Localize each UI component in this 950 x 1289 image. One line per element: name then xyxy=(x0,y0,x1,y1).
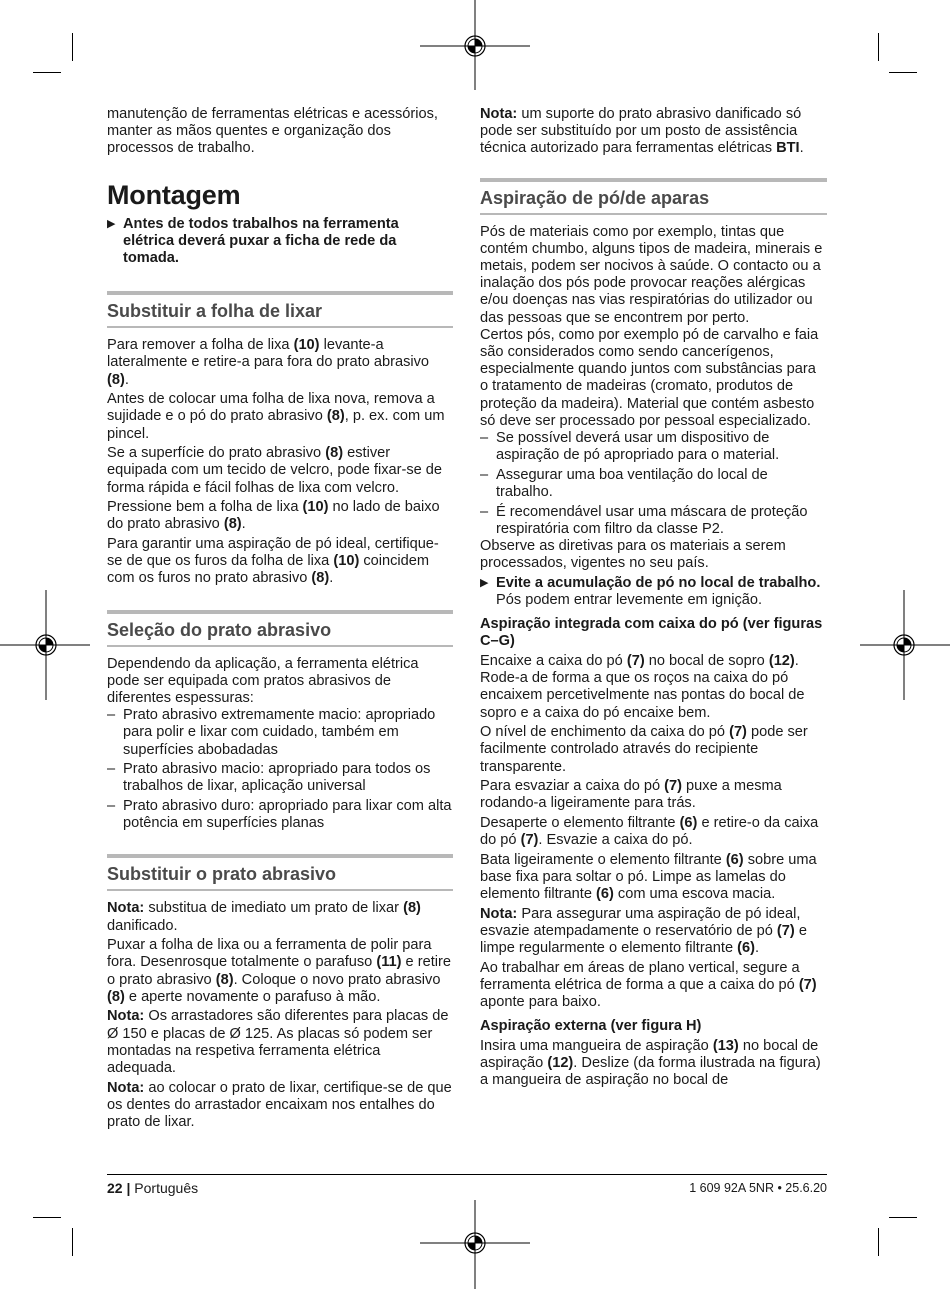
section-header xyxy=(107,291,453,328)
page-number: 22 xyxy=(107,1180,123,1196)
crop-mark xyxy=(72,33,73,61)
paragraph: Desaperte o elemento filtrante (6) e retire-o da caixa do pó (7). Esvazie a caixa do pó. xyxy=(480,815,819,849)
paragraph: O nível de enchimento da caixa do pó (7) pode ser facilmente controlado através do recipiente transparente. xyxy=(480,724,808,775)
paragraph: Para garantir uma aspiração de pó ideal, certifique-se de que os furos da folha de lixa (10) coincidem com os furos no prato abrasivo (8). xyxy=(107,536,439,587)
bullet-icon: ▶ xyxy=(107,217,116,230)
list-item: – É recomendável usar uma máscara de proteção respiratória com filtro da classe P2. xyxy=(480,503,808,537)
list-item: – Se possível deverá usar um dispositivo de aspiração de pó apropriado para o material. xyxy=(480,430,780,464)
list-item: – Prato abrasivo extremamente macio: apropriado para polir e lixar com cuidado, também em superfícies abobadadas xyxy=(107,707,436,758)
registration-mark-bottom xyxy=(420,1200,530,1289)
chapter-heading: Montagem xyxy=(107,179,241,210)
paragraph: Dependendo da aplicação, a ferramenta elétrica pode ser equipada com pratos abrasivos de diferentes espessuras: xyxy=(107,655,419,707)
section-header xyxy=(107,854,453,891)
paragraph: Encaixe a caixa do pó (7) no bocal de sopro (12). Rode-a de forma a que os roços na caixa do pó encaixem percetivelmente nas pontas do bocal de sopro e a caixa do pó encaixe bem. xyxy=(480,653,805,721)
paragraph: Pós de materiais como por exemplo, tintas que contém chumbo, alguns tipos de madeira, minerais e metais, podem ser nocivos à saúde. O contacto ou a inalação dos pós pode provocar reações alérgicas e/ou doenças nas vias respiratórias do utilizador ou das pessoas que se encontrem por perto. xyxy=(480,223,823,326)
paragraph: Observe as diretivas para os materiais a serem processados, vigentes no seu país. xyxy=(480,538,786,572)
registration-mark-top xyxy=(420,0,530,90)
crop-mark xyxy=(878,1228,879,1256)
crop-mark xyxy=(889,1217,917,1218)
note: Nota: substitua de imediato um prato de lixar (8) danificado. xyxy=(107,900,421,934)
subheading: Aspiração integrada com caixa do pó (ver figuras C–G) xyxy=(480,616,823,650)
paragraph: Para esvaziar a caixa do pó (7) puxe a mesma rodando-a ligeiramente para trás. xyxy=(480,778,782,812)
note: Nota: Para assegurar uma aspiração de pó ideal, esvazie atempadamente o reservatório de pó (7) e limpe regularmente o elemento filtrante (6). xyxy=(480,905,807,957)
list-item: – Prato abrasivo duro: apropriado para lixar com alta potência em superfícies planas xyxy=(107,798,452,832)
section-title: Seleção do prato abrasivo xyxy=(107,619,332,640)
footer-separator: | xyxy=(126,1180,131,1196)
note: Nota: um suporte do prato abrasivo danificado só pode ser substituído por um posto de assistência técnica autorizado para ferramentas elétricas BTI. xyxy=(480,106,804,157)
safety-warning: ▶ Evite a acumulação de pó no local de trabalho. Pós podem entrar levemente em ignição. xyxy=(480,574,821,609)
section-header xyxy=(480,178,827,215)
subheading: Aspiração externa (ver figura H) xyxy=(480,1018,702,1035)
paragraph: Pressione bem a folha de lixa (10) no lado de baixo do prato abrasivo (8). xyxy=(107,499,440,533)
list-item: – Assegurar uma boa ventilação do local de trabalho. xyxy=(480,466,768,501)
paragraph: Se a superfície do prato abrasivo (8) estiver equipada com um tecido de velcro, pode fixar-se de forma rápida e fácil folhas de lixa com velcro. xyxy=(107,445,443,496)
section-header xyxy=(107,610,453,647)
crop-mark xyxy=(878,33,879,61)
crop-mark xyxy=(33,72,61,73)
crop-mark xyxy=(72,1228,73,1256)
paragraph: Bata ligeiramente o elemento filtrante (6) sobre uma base fixa para soltar o pó. Limpe as lamelas do elemento filtrante (6) com uma escova macia. xyxy=(480,851,817,903)
paragraph: Antes de colocar uma folha de lixa nova, remova a sujidade e o pó do prato abrasivo (8), p. ex. com um pincel. xyxy=(107,391,445,442)
paragraph: Insira uma mangueira de aspiração (13) no bocal de aspiração (12). Deslize (da forma ilustrada na figura) a mangueira de aspiração no bocal de xyxy=(480,1038,821,1089)
note: Nota: ao colocar o prato de lixar, certifique-se de que os dentes do arrastador encaixam nos entalhes do prato de lixar. xyxy=(107,1079,452,1131)
footer-page-info xyxy=(107,1180,198,1196)
intro-paragraph: manutenção de ferramentas elétricas e acessórios, manter as mãos quentes e organização dos processos de trabalho. xyxy=(107,106,438,157)
left-column xyxy=(107,106,453,1134)
paragraph: Puxar a folha de lixa ou a ferramenta de polir para fora. Desenrosque totalmente o parafuso (11) e retire o prato abrasivo (8). Coloque o novo prato abrasivo (8) e aperte novamente o parafuso à mão. xyxy=(107,937,451,1005)
document-code: 1 609 92A 5NR • 25.6.20 xyxy=(689,1181,827,1195)
safety-warning: ▶ Antes de todos trabalhos na ferramenta elétrica deverá puxar a ficha de rede da tomada. xyxy=(107,215,399,267)
paragraph: Para remover a folha de lixa (10) levante-a lateralmente e retire-a para fora do prato abrasivo (8). xyxy=(107,337,430,388)
note: Nota: Os arrastadores são diferentes para placas de Ø 150 e placas de Ø 125. As placas só podem ser montadas na respetiva ferramenta elétrica adequada. xyxy=(107,1008,449,1077)
registration-mark-left xyxy=(0,590,90,700)
right-column xyxy=(480,106,827,1092)
footer-rule xyxy=(107,1174,827,1175)
footer-language: Português xyxy=(134,1180,199,1196)
section-title: Aspiração de pó/de aparas xyxy=(480,187,710,208)
paragraph: Ao trabalhar em áreas de plano vertical, segure a ferramenta elétrica de forma a que a caixa do pó (7) aponte para baixo. xyxy=(480,959,817,1011)
paragraph: Certos pós, como por exemplo pó de carvalho e faia são considerados como sendo cancerígenos, especialmente quando juntos com substâncias para o tratamento de madeiras (cromato, produtos de proteção da madeira). Material que contém asbesto só deve ser processado por pessoal especializado. xyxy=(480,326,819,429)
bullet-icon: ▶ xyxy=(480,576,489,589)
list-item: – Prato abrasivo macio: apropriado para todos os trabalhos de lixar, aplicação universal xyxy=(107,761,431,795)
registration-mark-right xyxy=(860,590,950,700)
crop-mark xyxy=(889,72,917,73)
section-title: Substituir a folha de lixar xyxy=(107,301,323,322)
crop-mark xyxy=(33,1217,61,1218)
section-title: Substituir o prato abrasivo xyxy=(107,864,337,885)
